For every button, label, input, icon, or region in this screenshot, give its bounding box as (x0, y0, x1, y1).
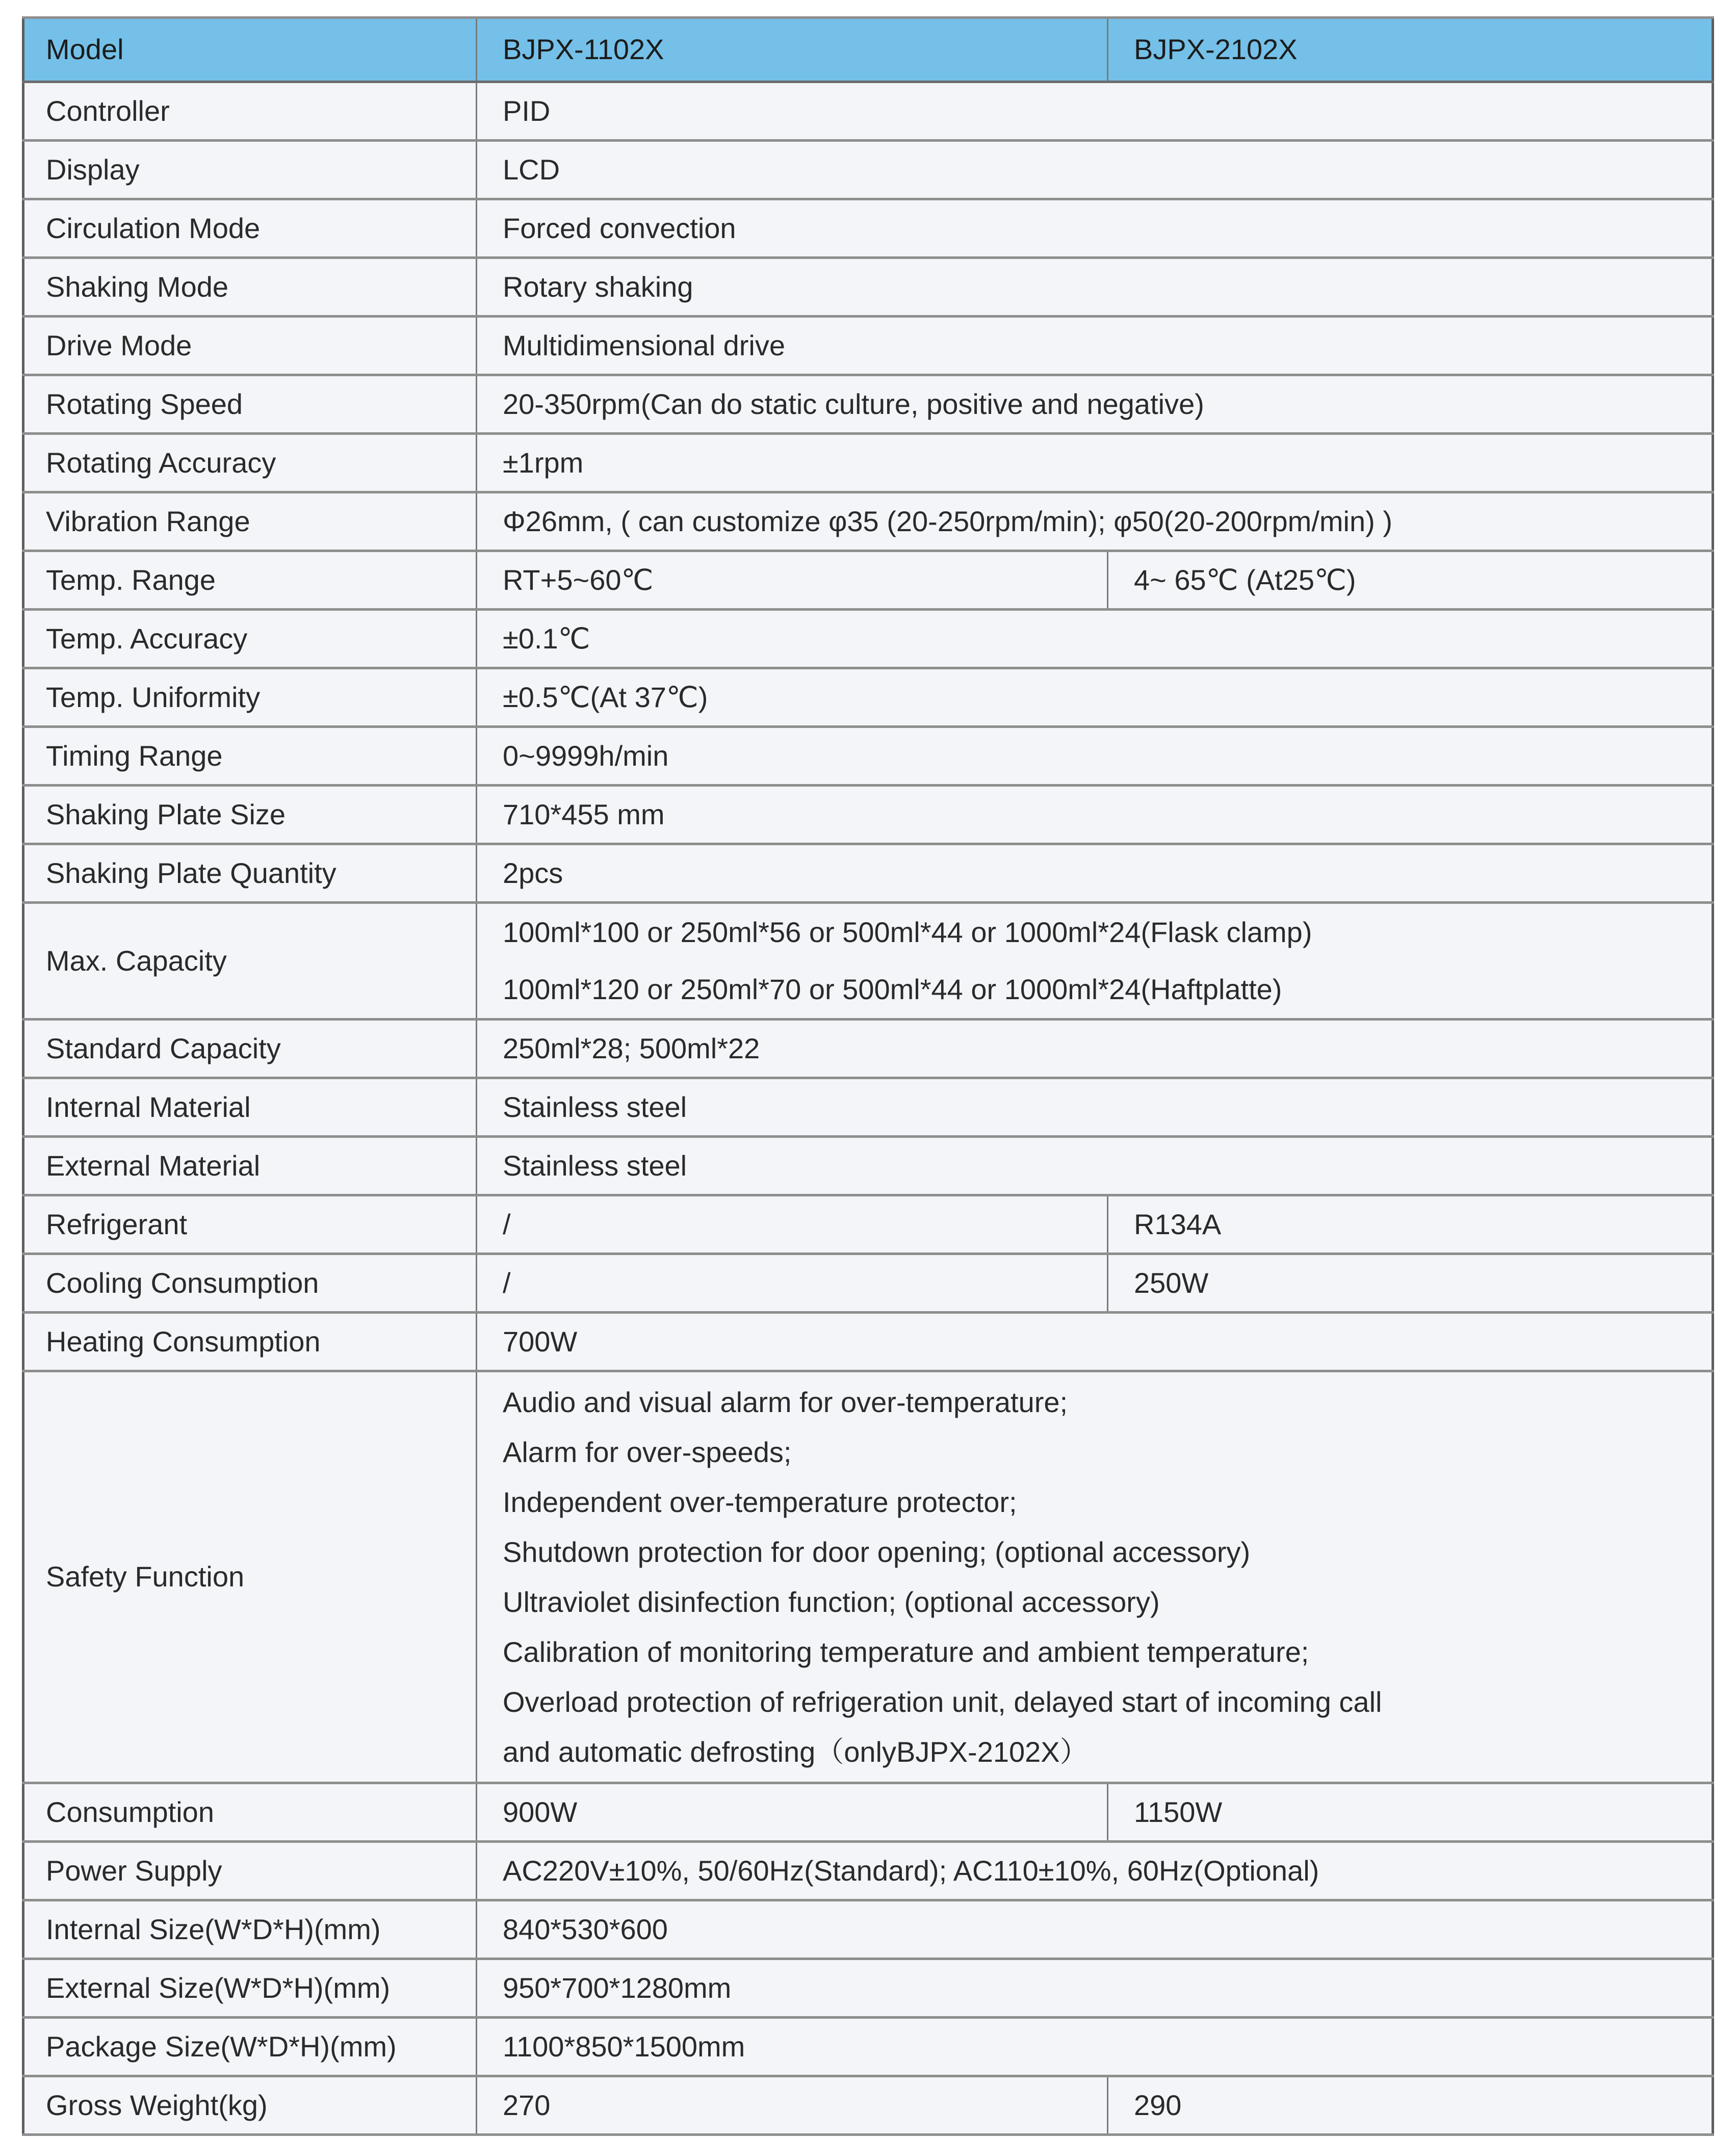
row-rotating-speed (23, 375, 1713, 434)
row-label: Safety Function (23, 1371, 477, 1783)
row-rotating-accuracy (23, 434, 1713, 492)
table-header-row (23, 18, 1713, 82)
row-value: ±1rpm (477, 434, 1713, 492)
row-value: 1100*850*1500mm (477, 2018, 1713, 2076)
row-label: Power Supply (23, 1842, 477, 1900)
row-label: External Material (23, 1137, 477, 1195)
row-temp-uniformity (23, 668, 1713, 727)
row-shaking-plate-quantity (23, 844, 1713, 903)
row-value: 20-350rpm(Can do static culture, positive and negative) (477, 375, 1713, 434)
row-value: 250ml*28; 500ml*22 (477, 1020, 1713, 1078)
row-value-2102x: 250W (1108, 1254, 1713, 1313)
row-label: Internal Size(W*D*H)(mm) (23, 1900, 477, 1959)
value-line: Ultraviolet disinfection function; (optional accessory) (503, 1585, 1160, 1618)
row-label: Gross Weight(kg) (23, 2076, 477, 2135)
row-value-multiline (477, 903, 1713, 1020)
row-value: Stainless steel (477, 1078, 1713, 1137)
row-value-1102x: 900W (477, 1783, 1108, 1842)
row-value: 950*700*1280mm (477, 1959, 1713, 2018)
value-line: Independent over-temperature protector; (503, 1485, 1017, 1518)
row-value-1102x: / (477, 1195, 1108, 1254)
value-line: 100ml*100 or 250ml*56 or 500ml*44 or 1000ml*24(Flask clamp) (503, 916, 1312, 948)
value-line: Shutdown protection for door opening; (optional accessory) (503, 1535, 1251, 1568)
row-refrigerant (23, 1195, 1713, 1254)
row-value: LCD (477, 141, 1713, 199)
row-value: AC220V±10%, 50/60Hz(Standard); AC110±10%, 60Hz(Optional) (477, 1842, 1713, 1900)
row-temp-accuracy (23, 610, 1713, 668)
row-value: 0~9999h/min (477, 727, 1713, 786)
row-label: Shaking Plate Size (23, 786, 477, 844)
row-gross-weight (23, 2076, 1713, 2135)
row-consumption (23, 1783, 1713, 1842)
row-value-1102x: RT+5~60℃ (477, 551, 1108, 610)
row-internal-material (23, 1078, 1713, 1137)
row-value: PID (477, 82, 1713, 141)
row-value-2102x: 290 (1108, 2076, 1713, 2135)
row-label: Consumption (23, 1783, 477, 1842)
row-cooling-consumption (23, 1254, 1713, 1313)
row-shaking-mode (23, 258, 1713, 317)
row-value-multiline (477, 1371, 1713, 1783)
value-line: Alarm for over-speeds; (503, 1436, 792, 1468)
value-line: and automatic defrosting（onlyBJPX-2102X） (503, 1735, 1089, 1768)
row-internal-size (23, 1900, 1713, 1959)
row-value: ±0.1℃ (477, 610, 1713, 668)
row-label: Refrigerant (23, 1195, 477, 1254)
row-value-2102x: 4~ 65℃ (At25℃) (1108, 551, 1713, 610)
row-package-size (23, 2018, 1713, 2076)
value-line: Audio and visual alarm for over-temperature; (503, 1386, 1068, 1418)
row-external-material (23, 1137, 1713, 1195)
row-controller (23, 82, 1713, 141)
header-model-label: Model (23, 18, 477, 82)
row-shaking-plate-size (23, 786, 1713, 844)
row-value-2102x: R134A (1108, 1195, 1713, 1254)
row-label: Max. Capacity (23, 903, 477, 1020)
row-value-1102x: 270 (477, 2076, 1108, 2135)
row-label: Cooling Consumption (23, 1254, 477, 1313)
row-label: Temp. Accuracy (23, 610, 477, 668)
row-standard-capacity (23, 1020, 1713, 1078)
value-line: 100ml*120 or 250ml*70 or 500ml*44 or 1000ml*24(Haftplatte) (503, 973, 1282, 1005)
row-label: External Size(W*D*H)(mm) (23, 1959, 477, 2018)
row-vibration-range (23, 492, 1713, 551)
row-value: ±0.5℃(At 37℃) (477, 668, 1713, 727)
row-external-size (23, 1959, 1713, 2018)
row-value: Multidimensional drive (477, 317, 1713, 375)
row-drive-mode (23, 317, 1713, 375)
row-circulation-mode (23, 199, 1713, 258)
row-label: Timing Range (23, 727, 477, 786)
row-label: Shaking Plate Quantity (23, 844, 477, 903)
row-label: Internal Material (23, 1078, 477, 1137)
header-model-1102x: BJPX-1102X (477, 18, 1108, 82)
row-value: 700W (477, 1313, 1713, 1371)
row-label: Temp. Range (23, 551, 477, 610)
row-value-2102x: 1150W (1108, 1783, 1713, 1842)
row-max-capacity (23, 903, 1713, 1020)
row-label: Drive Mode (23, 317, 477, 375)
row-label: Vibration Range (23, 492, 477, 551)
row-label: Shaking Mode (23, 258, 477, 317)
row-temp-range (23, 551, 1713, 610)
row-label: Display (23, 141, 477, 199)
row-value: Φ26mm, ( can customize φ35 (20-250rpm/min); φ50(20-200rpm/min) ) (477, 492, 1713, 551)
row-heating-consumption (23, 1313, 1713, 1371)
row-label: Rotating Accuracy (23, 434, 477, 492)
row-label: Heating Consumption (23, 1313, 477, 1371)
row-safety-function (23, 1371, 1713, 1783)
spec-table (22, 16, 1714, 2136)
row-value: Stainless steel (477, 1137, 1713, 1195)
row-value-1102x: / (477, 1254, 1108, 1313)
row-label: Standard Capacity (23, 1020, 477, 1078)
value-line: Overload protection of refrigeration unit, delayed start of incoming call (503, 1685, 1382, 1718)
row-label: Temp. Uniformity (23, 668, 477, 727)
row-timing-range (23, 727, 1713, 786)
row-label: Controller (23, 82, 477, 141)
value-line: Calibration of monitoring temperature and ambient temperature; (503, 1635, 1309, 1668)
row-label: Package Size(W*D*H)(mm) (23, 2018, 477, 2076)
row-value: 710*455 mm (477, 786, 1713, 844)
row-label: Rotating Speed (23, 375, 477, 434)
row-value: Forced convection (477, 199, 1713, 258)
row-power-supply (23, 1842, 1713, 1900)
row-value: Rotary shaking (477, 258, 1713, 317)
row-label: Circulation Mode (23, 199, 477, 258)
header-model-2102x: BJPX-2102X (1108, 18, 1713, 82)
row-value: 2pcs (477, 844, 1713, 903)
row-display (23, 141, 1713, 199)
row-value: 840*530*600 (477, 1900, 1713, 1959)
